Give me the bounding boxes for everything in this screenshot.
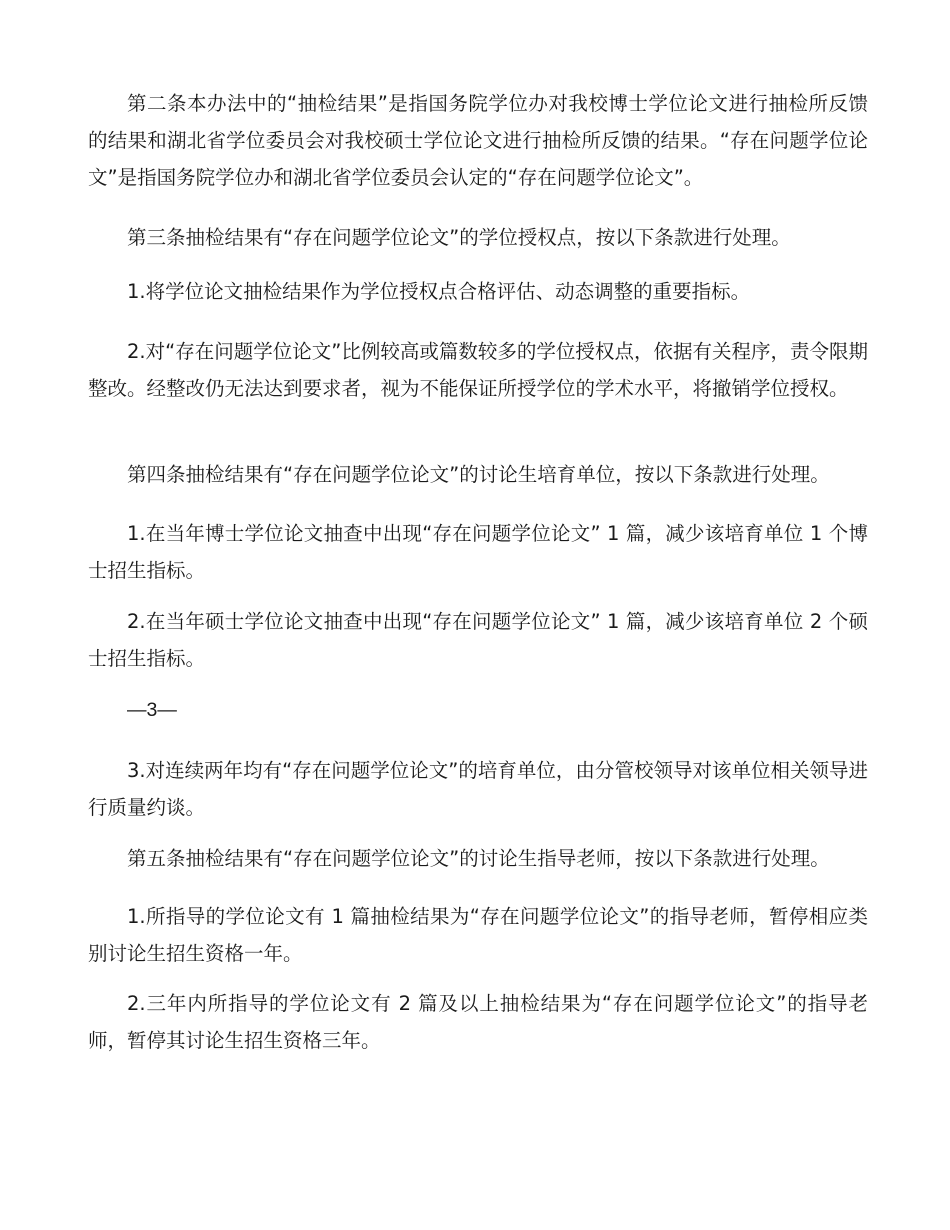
paragraph-article-4-item-3: 3.对连续两年均有“存在问题学位论文”的培育单位，由分管校领导对该单位相关领导进行质量约谈。 [88, 759, 868, 819]
paragraph-article-3-item-1: 1.将学位论文抽检结果作为学位授权点合格评估、动态调整的重要指标。 [127, 280, 751, 303]
page-number: —3— [127, 699, 177, 721]
paragraph-article-5-item-2: 2.三年内所指导的学位论文有 2 篇及以上抽检结果为“存在问题学位论文”的指导老师，暂停其讨论生招生资格三年。 [88, 992, 868, 1052]
paragraph-article-4-item-1: 1.在当年博士学位论文抽查中出现“存在问题学位论文” 1 篇，减少该培育单位 1 个博士招生指标。 [88, 522, 868, 582]
paragraph-article-4-item-2: 2.在当年硕士学位论文抽查中出现“存在问题学位论文” 1 篇，减少该培育单位 2 个硕士招生指标。 [88, 610, 868, 670]
paragraph-article-3: 第三条抽检结果有“存在问题学位论文”的学位授权点，按以下条款进行处理。 [127, 226, 791, 249]
paragraph-article-2: 第二条本办法中的“抽检结果”是指国务院学位办对我校博士学位论文进行抽检所反馈的结果和湖北省学位委员会对我校硕士学位论文进行抽检所反馈的结果。“存在问题学位论文”是指国务院学位办和湖北省学位委员会认定的“存在问题学位论文”。 [88, 92, 868, 189]
paragraph-article-3-item-2: 2.对“存在问题学位论文”比例较高或篇数较多的学位授权点，依据有关程序，责令限期整改。经整改仍无法达到要求者，视为不能保证所授学位的学术水平，将撤销学位授权。 [88, 340, 868, 400]
paragraph-article-5: 第五条抽检结果有“存在问题学位论文”的讨论生指导老师，按以下条款进行处理。 [127, 847, 830, 870]
paragraph-article-5-item-1: 1.所指导的学位论文有 1 篇抽检结果为“存在问题学位论文”的指导老师，暂停相应类别讨论生招生资格一年。 [88, 905, 868, 965]
paragraph-article-4: 第四条抽检结果有“存在问题学位论文”的讨论生培育单位，按以下条款进行处理。 [127, 463, 830, 486]
